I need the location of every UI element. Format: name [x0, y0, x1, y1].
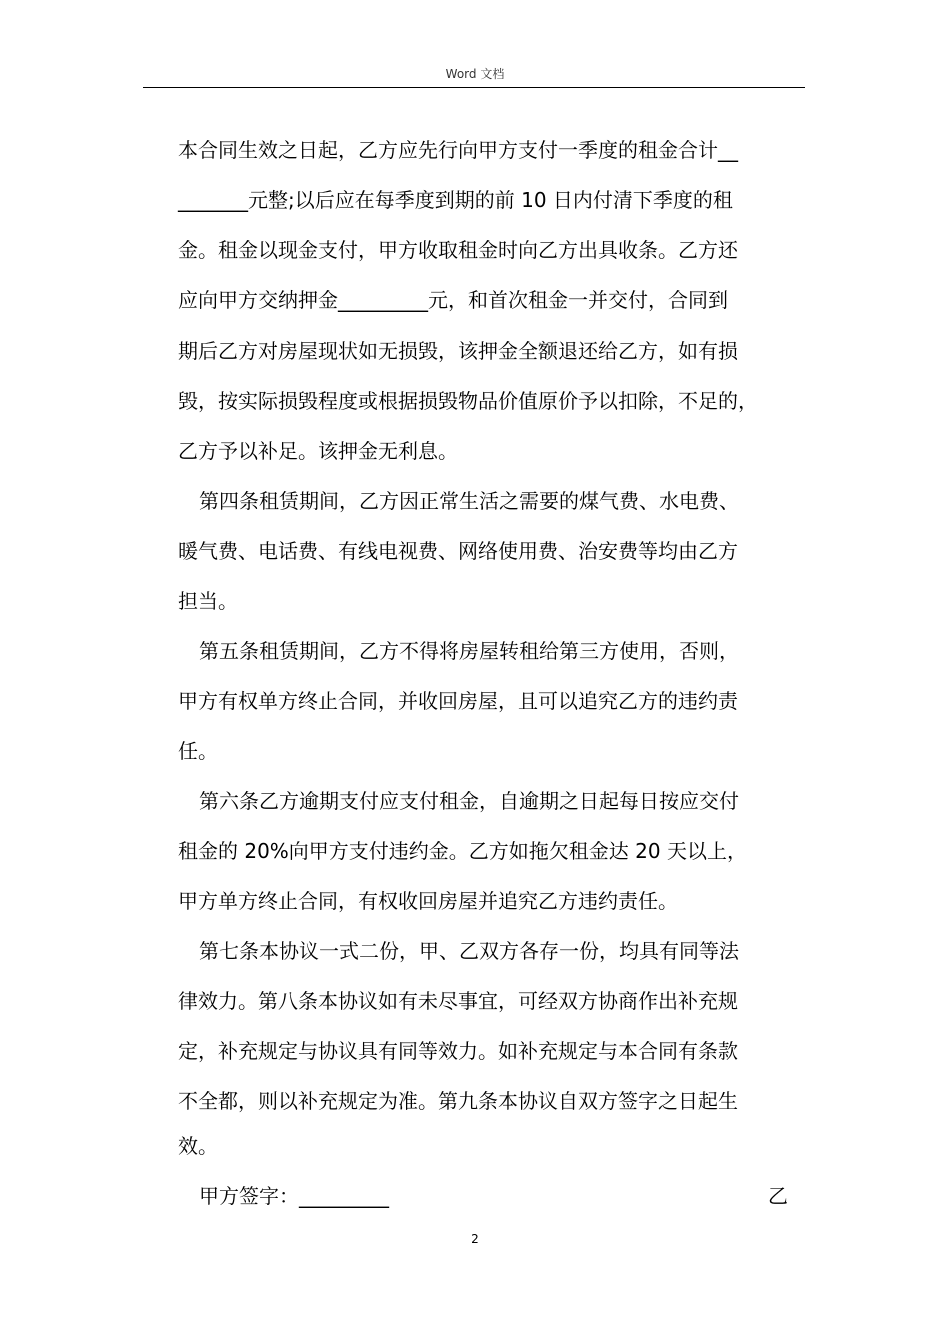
- text-line: 乙方予以补足。该押金无利息。: [178, 439, 458, 463]
- text-line: 第五条租赁期间，乙方不得将房屋转租给第三方使用，否则，: [199, 639, 739, 663]
- text-line: 第七条本协议一式二份，甲、乙双方各存一份，均具有同等法: [199, 939, 739, 963]
- text-line: 甲方有权单方终止合同，并收回房屋，且可以追究乙方的违约责: [178, 689, 738, 713]
- text-line: 甲方单方终止合同，有权收回房屋并追究乙方违约责任。: [178, 889, 678, 913]
- text-line: 效。: [178, 1134, 218, 1158]
- text-line: 定，补充规定与协议具有同等效力。如补充规定与本合同有条款: [178, 1039, 738, 1063]
- text-line: 暖气费、电话费、有线电视费、网络使用费、治安费等均由乙方: [178, 539, 738, 563]
- text-line: 应向甲方交纳押金_________元，和首次租金一并交付，合同到: [178, 288, 728, 312]
- text-line: 第六条乙方逾期支付应支付租金，自逾期之日起每日按应交付: [199, 789, 739, 813]
- text-line: 金。租金以现金支付，甲方收取租金时向乙方出具收条。乙方还: [178, 238, 738, 262]
- text-line: 租金的 20%向甲方支付违约金。乙方如拖欠租金达 20 天以上，: [178, 839, 747, 863]
- text-line: 任。: [178, 739, 218, 763]
- text-line: 本合同生效之日起，乙方应先行向甲方支付一季度的租金合计__: [178, 138, 738, 162]
- text-line: 律效力。第八条本协议如有未尽事宜，可经双方协商作出补充规: [178, 989, 738, 1013]
- text-line: 不全都，则以补充规定为准。第九条本协议自双方签字之日起生: [178, 1089, 738, 1113]
- page-number: 2: [471, 1232, 479, 1246]
- text-line: 毁，按实际损毁程度或根据损毁物品价值原价予以扣除，不足的，: [178, 389, 758, 413]
- text-line: 担当。: [178, 589, 238, 613]
- header-title: Word 文档: [445, 67, 505, 81]
- signature-party-b-label: 乙: [768, 1184, 788, 1208]
- text-line: _______元整;以后应在每季度到期的前 10 日内付清下季度的租: [178, 188, 733, 212]
- text-line: 期后乙方对房屋现状如无损毁，该押金全额退还给乙方，如有损: [178, 339, 738, 363]
- text-line: 甲方签字：_________: [199, 1184, 389, 1208]
- text-line: 第四条租赁期间，乙方因正常生活之需要的煤气费、水电费、: [199, 489, 739, 513]
